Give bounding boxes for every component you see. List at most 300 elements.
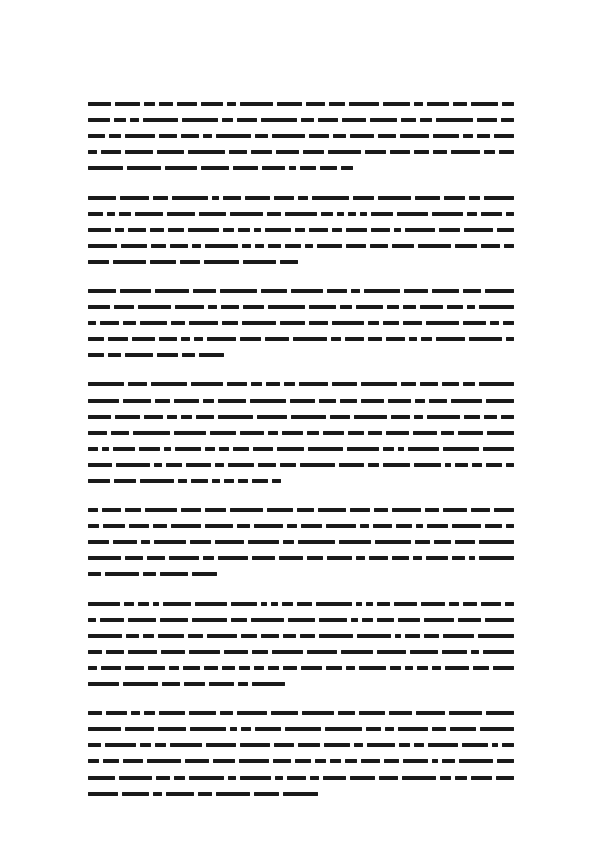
word-mark [241,727,251,731]
word-mark [445,463,451,467]
word-mark [125,556,143,560]
word-mark [403,305,416,309]
text-line [88,721,514,737]
word-mark [88,508,98,512]
word-mark [194,337,203,341]
text-line [88,473,514,489]
word-mark [299,382,328,386]
word-mark [434,540,451,544]
word-mark [309,305,336,309]
word-mark [282,602,293,606]
word-mark [101,150,121,154]
word-mark [310,776,319,780]
word-mark [107,212,115,216]
text-line [88,550,514,566]
word-mark [455,776,467,780]
word-mark [433,150,447,154]
word-mark [480,727,514,731]
word-mark [261,289,287,293]
word-mark [143,118,178,122]
word-mark [297,508,314,512]
word-mark [486,399,514,403]
word-mark [479,556,514,560]
text-line [88,376,514,392]
word-mark [125,508,141,512]
word-mark [420,118,432,122]
text-line [88,534,514,550]
word-mark [282,431,303,435]
word-mark [283,634,296,638]
word-mark [469,196,480,200]
word-mark [490,321,499,325]
word-mark [359,711,385,715]
word-mark [478,634,514,638]
word-mark [242,244,251,248]
word-mark [331,337,341,341]
word-mark [450,727,476,731]
word-mark [273,759,291,763]
word-mark [484,150,495,154]
word-mark [368,463,379,467]
word-mark [471,776,492,780]
word-mark [386,431,409,435]
word-mark [287,524,297,528]
word-mark [347,447,379,451]
word-mark [115,228,124,232]
word-mark [370,244,388,248]
word-mark [451,399,482,403]
word-mark [230,508,263,512]
word-mark [168,228,184,232]
word-mark [395,634,401,638]
word-mark [390,150,410,154]
word-mark [373,524,392,528]
word-mark [240,431,264,435]
text-line [88,206,514,222]
word-mark [227,102,236,106]
word-mark [88,666,97,670]
word-mark [120,289,151,293]
word-mark [389,711,412,715]
word-mark [153,196,168,200]
word-mark [172,196,208,200]
word-mark [203,134,212,138]
word-mark [318,118,338,122]
word-mark [181,508,201,512]
word-mark [88,463,112,467]
word-mark [255,134,268,138]
word-mark [432,666,441,670]
word-mark [360,524,369,528]
word-mark [143,634,154,638]
text-line [88,144,514,160]
word-mark [414,102,423,106]
word-mark [106,711,127,715]
text-line [88,238,514,254]
word-mark [156,776,170,780]
word-mark [469,337,502,341]
word-mark [157,150,184,154]
word-mark [348,212,356,216]
word-mark [486,711,514,715]
word-mark [285,212,317,216]
word-mark [128,228,146,232]
word-mark [428,743,458,747]
word-mark [501,415,514,419]
word-mark [408,447,439,451]
word-mark [196,415,214,419]
word-mark [233,447,249,451]
word-mark [167,212,195,216]
word-mark [128,382,147,386]
word-mark [307,650,337,654]
word-mark [206,743,236,747]
word-mark [384,759,399,763]
word-mark [268,431,278,435]
word-mark [125,150,153,154]
word-mark [268,244,281,248]
word-mark [222,321,238,325]
paragraph [88,376,514,489]
word-mark [161,650,185,654]
word-mark [506,212,514,216]
word-mark [506,337,514,341]
word-mark [502,743,514,747]
word-mark [205,447,215,451]
word-mark [88,118,110,122]
word-mark [88,150,97,154]
word-mark [375,540,411,544]
word-mark [442,650,467,654]
word-mark [416,524,423,528]
word-mark [290,399,315,403]
word-mark [257,415,287,419]
word-mark [351,289,360,293]
word-mark [210,431,236,435]
paragraph [88,596,514,693]
word-mark [416,711,445,715]
word-mark [394,602,417,606]
word-mark [213,759,235,763]
word-mark [272,134,305,138]
word-mark [252,650,268,654]
word-mark [109,134,121,138]
word-mark [228,463,254,467]
word-mark [113,260,146,264]
word-mark [119,776,152,780]
word-mark [368,431,382,435]
word-mark [166,792,194,796]
word-mark [360,212,367,216]
word-mark [106,650,124,654]
word-mark [463,602,477,606]
word-mark [102,508,121,512]
word-mark [255,727,281,731]
word-mark [298,743,320,747]
word-mark [449,602,459,606]
word-mark [227,382,247,386]
word-mark [119,212,131,216]
word-mark [506,524,514,528]
word-mark [222,118,233,122]
word-mark [262,166,285,170]
word-mark [143,572,156,576]
text-line [88,393,514,409]
word-mark [203,556,214,560]
word-mark [250,399,286,403]
word-mark [392,508,421,512]
word-mark [188,150,225,154]
word-mark [163,602,191,606]
word-mark [409,337,417,341]
word-mark [485,524,502,528]
word-mark [303,150,324,154]
word-mark [494,134,514,138]
word-mark [348,431,364,435]
text-line [88,299,514,315]
word-mark [469,556,475,560]
word-mark [455,244,477,248]
word-mark [432,212,463,216]
word-mark [115,102,140,106]
word-mark [403,321,422,325]
word-mark [345,759,357,763]
word-mark [254,524,283,528]
word-mark [324,743,350,747]
word-mark [174,399,199,403]
text-line [88,409,514,425]
word-mark [229,150,247,154]
word-mark [369,556,388,560]
word-mark [88,353,104,357]
word-mark [463,382,475,386]
word-mark [105,743,136,747]
word-mark [305,244,313,248]
word-mark [388,399,411,403]
word-mark [88,415,111,419]
text-line [88,644,514,660]
word-mark [350,776,375,780]
word-mark [205,244,238,248]
word-mark [121,244,147,248]
word-mark [283,666,297,670]
word-mark [191,382,223,386]
word-mark [185,759,209,763]
word-mark [361,382,397,386]
word-mark [177,102,197,106]
word-mark [323,431,344,435]
word-mark [175,447,201,451]
word-mark [239,759,269,763]
word-mark [195,602,227,606]
word-mark [184,682,205,686]
word-mark [349,102,379,106]
word-mark [199,353,224,357]
word-mark [240,102,273,106]
word-mark [464,415,480,419]
word-mark [252,556,275,560]
text-line [88,457,514,473]
word-mark [340,305,352,309]
text-line [88,628,514,644]
word-mark [401,382,416,386]
word-mark [410,650,438,654]
word-mark [189,711,216,715]
paragraph [88,283,514,363]
word-mark [113,540,137,544]
word-mark [471,102,498,106]
word-mark [133,431,170,435]
word-mark [230,727,237,731]
word-mark [241,634,257,638]
word-mark [483,650,514,654]
word-mark [123,399,151,403]
word-mark [238,479,248,483]
word-mark [346,228,367,232]
word-mark [291,289,323,293]
word-mark [224,650,248,654]
text-line [88,518,514,534]
word-mark [293,337,327,341]
word-mark [188,634,203,638]
word-mark [123,759,143,763]
word-mark [356,305,383,309]
word-mark [354,743,363,747]
word-mark [503,321,514,325]
word-mark [245,196,270,200]
word-mark [181,337,190,341]
word-mark [307,431,319,435]
word-mark [366,727,381,731]
word-mark [88,166,123,170]
text-line [88,441,514,457]
word-mark [153,602,159,606]
word-mark [116,463,150,467]
word-mark [88,228,111,232]
word-mark [140,479,174,483]
word-mark [298,540,335,544]
word-mark [115,415,140,419]
word-mark [228,776,236,780]
word-mark [267,508,293,512]
word-mark [342,118,366,122]
word-mark [242,321,276,325]
word-mark [298,196,308,200]
word-mark [316,602,352,606]
word-mark [277,102,302,106]
word-mark [192,618,227,622]
word-mark [357,634,391,638]
word-mark [205,524,233,528]
word-mark [88,743,101,747]
word-mark [425,508,439,512]
word-mark [486,463,502,467]
word-mark [452,556,465,560]
word-mark [420,305,443,309]
text-line [88,222,514,238]
word-mark [164,447,171,451]
word-mark [207,634,237,638]
word-mark [319,618,347,622]
word-mark [366,602,373,606]
word-mark [190,727,226,731]
word-mark [443,508,467,512]
word-mark [371,212,393,216]
text-line [88,676,514,692]
word-mark [221,305,239,309]
word-mark [88,337,104,341]
text-line [88,347,514,363]
word-mark [88,212,103,216]
word-mark [220,289,257,293]
word-mark [467,212,477,216]
word-mark [122,792,149,796]
word-mark [215,540,244,544]
word-mark [463,289,481,293]
word-mark [301,524,322,528]
word-mark [421,602,445,606]
word-mark [224,479,234,483]
text-line [88,596,514,612]
word-mark [398,447,404,451]
word-mark [392,244,414,248]
word-mark [445,666,469,670]
word-mark [442,382,459,386]
word-mark [153,792,162,796]
word-mark [499,150,514,154]
word-mark [233,166,258,170]
word-mark [144,711,155,715]
body-text [88,96,514,815]
word-mark [302,711,334,715]
word-mark [383,102,410,106]
word-mark [159,337,177,341]
word-mark [265,228,291,232]
word-mark [189,776,224,780]
word-mark [402,776,436,780]
word-mark [120,196,149,200]
word-mark [198,792,212,796]
word-mark [280,463,296,467]
word-mark [88,102,111,106]
word-mark [301,118,314,122]
word-mark [327,289,347,293]
word-mark [420,382,438,386]
word-mark [291,415,326,419]
word-mark [463,134,473,138]
word-mark [414,463,441,467]
word-mark [417,666,428,670]
word-mark [114,118,126,122]
word-mark [189,321,218,325]
word-mark [231,618,247,622]
word-mark [368,337,382,341]
word-mark [193,289,216,293]
word-mark [261,118,297,122]
word-mark [125,666,144,670]
paragraph [88,705,514,802]
word-mark [427,524,448,528]
word-mark [218,556,248,560]
paragraph [88,502,514,582]
word-mark [414,150,429,154]
word-mark [319,634,353,638]
word-mark [367,743,395,747]
word-mark [443,447,479,451]
word-mark [243,260,276,264]
word-mark [140,743,151,747]
text-line [88,502,514,518]
